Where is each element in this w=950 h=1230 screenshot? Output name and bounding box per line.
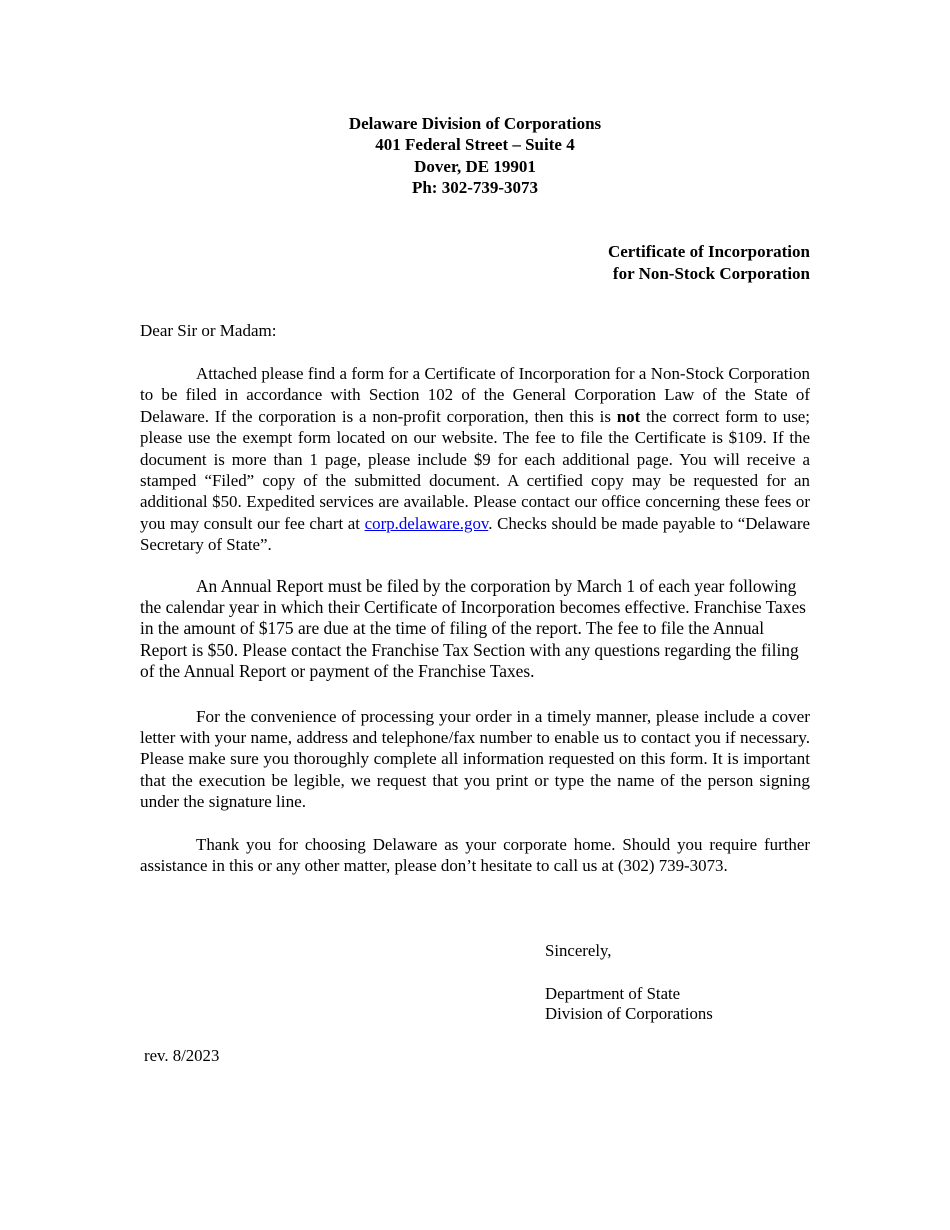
salutation: Dear Sir or Madam: — [140, 321, 277, 340]
paragraph-annual-report: An Annual Report must be filed by the corporation by March 1 of each year following the calendar year in which their Certificate of Incorporation becomes effective. Franchise Taxes in the amount of $175 are due at the time of filing of the report. The fee to file the Annual Report is $50. Please contact the Franchise Tax Section with any questions regarding the filing of the Annual Report or payment of the Franchise Taxes. — [140, 576, 806, 681]
paragraph1-text-a: Attached please find a form for a Certificate of Incorporation for a Non-Stock Corporation to be filed in accordance with Section 102 of the General Corporation Law of the State of Delaware. If the corporation is a non-profit corporation, then this is — [140, 364, 810, 426]
letterhead — [140, 113, 810, 198]
emphasis-not: not — [616, 406, 641, 426]
paragraph1-text-b: the correct form to use; please use the exempt form located on our website. The fee to file the Certificate is $109. If the document is more than 1 page, please include $9 for each additional page. You will receive a stamped “Filed” copy of the submitted document. A certified copy may be requested for an additional $50. Expedited services are available. Please contact our office concerning these fees or you may consult our fee chart at — [140, 406, 810, 533]
document-title — [440, 241, 810, 285]
paragraph-cover-letter: For the convenience of processing your order in a timely manner, please include a cover letter with your name, address and telephone/fax number to enable us to contact you if necessary. Please make sure you thoroughly complete all information requested on this form. It is important that the execution be legible, we request that you print or type the name of the person signing under the signature line. — [140, 707, 810, 811]
organization-name: Delaware Division of Corporations — [348, 114, 602, 133]
department-name: Department of State — [545, 984, 681, 1003]
division-name: Division of Corporations — [545, 1004, 713, 1024]
website-link[interactable]: corp.delaware.gov — [364, 513, 489, 533]
paragraph1-text-c: . Checks should be made payable to “Delaware Secretary of State”. — [140, 513, 810, 555]
signature-block — [545, 984, 713, 1025]
document-title-line1: Certificate of Incorporation — [607, 242, 810, 261]
revision-date: rev. 8/2023 — [144, 1046, 220, 1065]
paragraph-thank-you: Thank you for choosing Delaware as your corporate home. Should you require further assistance in this or any other matter, please don’t hesitate to call us at (302) 739-3073. — [140, 835, 810, 876]
sign-off: Sincerely, — [545, 941, 612, 960]
document-title-line2: for Non-Stock Corporation — [612, 264, 810, 283]
phone-number: Ph: 302-739-3073 — [411, 177, 539, 197]
paragraph-filing-instructions — [140, 363, 810, 556]
street-address: 401 Federal Street – Suite 4 — [375, 135, 575, 155]
city-state-zip: Dover, DE 19901 — [414, 156, 536, 176]
